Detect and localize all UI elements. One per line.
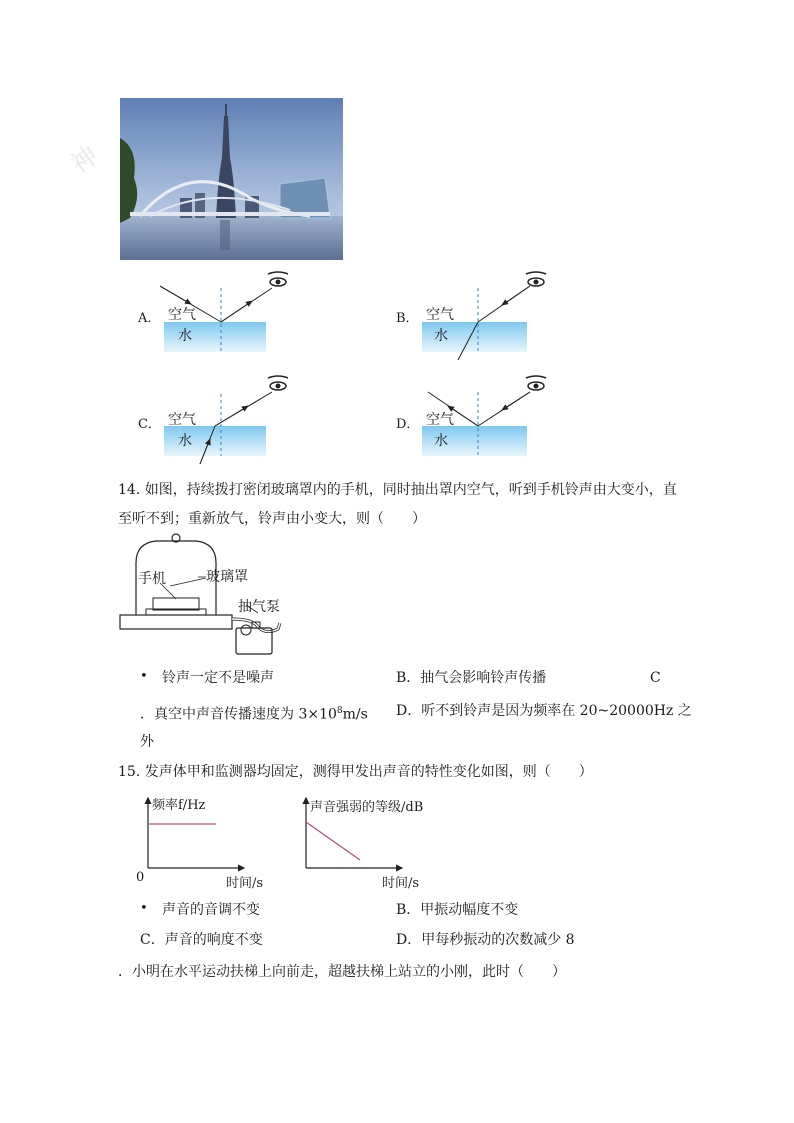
q14-line2: 至听不到；重新放气，铃声由小变大，则（ ） [118, 511, 426, 527]
q14-option-c-text: ．真空中声音传播速度为 3×10 [140, 706, 337, 723]
eye-icon [268, 376, 288, 390]
graph2-loudness-line [306, 822, 360, 860]
q14-option-c-sup: 8 [336, 706, 343, 716]
graph1-xlabel: 时间/s [226, 876, 264, 891]
q15-text: 15. 发声体甲和监测器均固定，测得甲发出声音的特性变化如图，则（ ） [118, 764, 593, 780]
graph1-origin: 0 [136, 870, 145, 885]
q14-option-c-unit: m/s [342, 706, 368, 723]
canton-tower-photo [120, 98, 343, 260]
option-b-water: 水 [434, 328, 448, 344]
option-c-label: C． [138, 417, 161, 432]
option-a-water: 水 [178, 328, 192, 344]
cover-leader-line [170, 578, 210, 588]
q15-option-a: 声音的音调不变 [162, 902, 260, 918]
q14-option-c [140, 701, 368, 725]
pump-label: 抽气泵 [238, 599, 280, 615]
option-b-air: 空气 [426, 307, 454, 323]
option-b-label: B． [396, 311, 419, 326]
photo-graphic [120, 98, 343, 260]
option-d-air: 空气 [426, 412, 454, 428]
q14-option-a: 铃声一定不是噪声 [162, 670, 274, 686]
watermark: 神 [65, 140, 104, 181]
q14-option-b: B．抽气会影响铃声传播 [396, 670, 547, 686]
graph2-xlabel: 时间/s [382, 876, 420, 891]
q15-bullet: • [140, 901, 148, 916]
eye-icon [268, 272, 288, 286]
q14-option-c-letter: C [650, 670, 661, 686]
q14-bullet: • [140, 669, 148, 684]
eye-icon [526, 376, 546, 390]
option-a-label: A． [138, 311, 161, 326]
option-a-air: 空气 [168, 307, 196, 323]
pump-graphic [232, 620, 282, 660]
q15-option-c: C．声音的响度不变 [140, 932, 263, 948]
option-c-water: 水 [178, 433, 192, 449]
graph1-ylabel: 频率f/Hz [152, 798, 206, 813]
q14-option-d: D．听不到铃声是因为频率在 20~20000Hz 之 [396, 703, 692, 719]
eye-icon [526, 272, 546, 286]
q15-option-d: D．甲每秒振动的次数减少 8 [396, 932, 575, 948]
phone-label: 手机 [138, 571, 166, 587]
q14-line1: 14. 如图，持续拨打密闭玻璃罩内的手机，同时抽出罩内空气，听到手机铃声由大变小，直 [118, 482, 677, 498]
q15-option-b: B．甲振动幅度不变 [396, 902, 519, 918]
option-d-label: D． [396, 417, 420, 432]
option-d-water: 水 [434, 433, 448, 449]
q14-option-d-cont: 外 [140, 734, 154, 750]
option-c-air: 空气 [168, 412, 196, 428]
q16-text: ．小明在水平运动扶梯上向前走，超越扶梯上站立的小刚，此时（ ） [118, 964, 566, 980]
cover-label: 玻璃罩 [206, 569, 248, 585]
graph2-ylabel: 声音强弱的等级/dB [310, 800, 424, 815]
